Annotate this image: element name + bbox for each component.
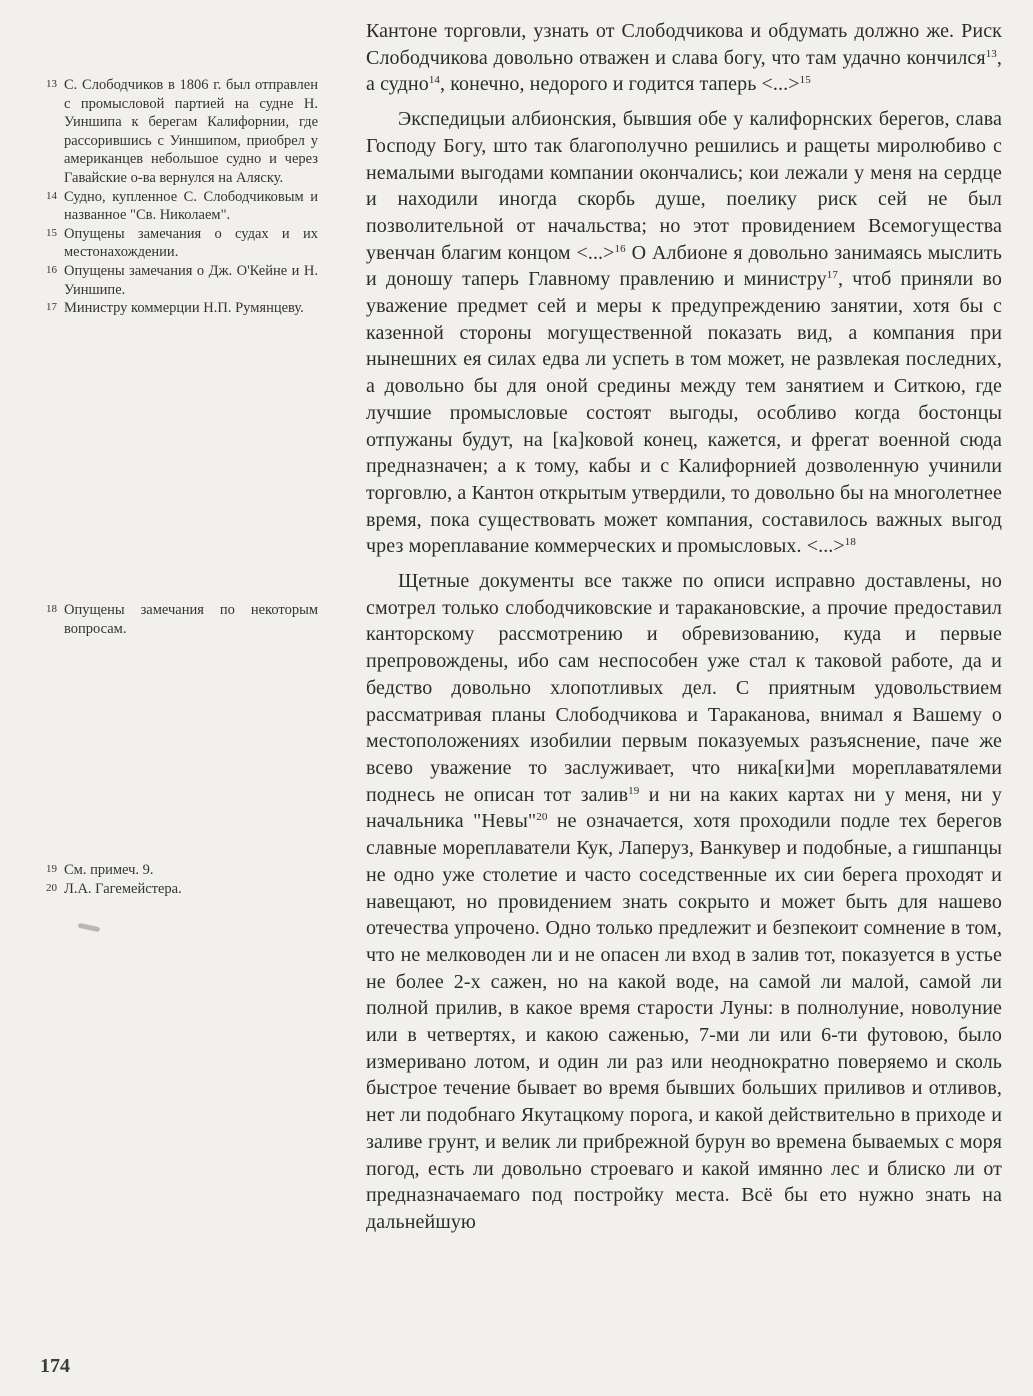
footnote-text: Опущены замечания о судах и их местонахождении. — [64, 225, 318, 261]
footnote-text: Л.А. Гагемейстера. — [64, 880, 182, 897]
footnote-ref: 20 — [536, 811, 548, 824]
paragraph-1 — [366, 18, 1002, 98]
footnote-17 — [46, 299, 318, 318]
footnote-20 — [46, 880, 318, 899]
footnote-ref: 14 — [428, 74, 441, 87]
footnotes-group-2 — [46, 601, 318, 638]
main-text-column — [366, 18, 1002, 1236]
footnote-number: 13 — [46, 78, 57, 90]
footnote-text: Судно, купленное С. Слободчиковым и названное "Св. Николаем". — [64, 188, 318, 224]
footnote-13 — [46, 76, 318, 188]
paragraph-text: и ни на каких картах ни у меня, ни у начальника "Невы" — [366, 783, 1002, 833]
footnote-ref: 19 — [628, 784, 640, 797]
footnote-19 — [46, 861, 318, 880]
footnote-ref: 18 — [844, 536, 856, 549]
footnotes-group-1 — [46, 76, 318, 318]
footnote-number: 20 — [46, 881, 57, 894]
paragraph-text: , а судно — [366, 46, 1002, 96]
footnote-ref: 17 — [826, 269, 838, 282]
paragraph-text: , конечно, недорого и годится таперь <...> — [440, 73, 800, 96]
footnote-number: 16 — [46, 263, 57, 276]
paragraph-text: не означается, хотя проходили подле тех берегов славные мореплаватели Кук, Лаперуз, Ванкувер и подобные, а гишпанцы не одно уже столетие и часто соседственные их сии берега проходят и навещают, но провидением знать сокрыто и может быть для нашево отечества упрочено. Одно только предлежит и безпекоит сомнение в том, что не мелководен ли и не опасен ли вход в залив тот, показуется в устье не более 2-х сажен, но на какой воде, на самой ли малой, самой ли полной прилив, в какое время старости Луны: в полнолуние, новолуние или в четвертях, и какою саженью, 7-ми ли или 6-ти футовою, было измеривано лотом, и один ли раз или неоднократно поверяемо и сколь быстрое течение бывает во время бывших больших приливов и отливов, нет ли подобнаго Якутацкому порога, и какой действительно в приходе и заливе грунт, и велик ли прибрежной бурун во времена бываемых с моря погод, есть ли довольно строеваго и какой имянно лес и блиско ли от предназначаемаго под постройку места. Всё бы ето нужно знать на дальнейшую — [366, 810, 1003, 1233]
paragraph-text: , чтоб приняли во уважение предмет сей и меры к предупреждению занятии, хотя бы с казенной стороны могущественной показать вид, а компания при нынешних ея силах едва ли успеть в том может, не развлекая последних, а довольно бы для оной средины между тем занятием и Ситкою, где лучшие промысловые состоят выгоды, особливо когда бостонцы отпужаны будут, на [ка]ковой конец, кажется, и фрегат военной сюда предназначен; а к тому, кабы и с Калифорнией дозволенную учинили торговлю, а Кантон открытым утвердили, то довольно бы на многолетнее время, пока существовать может компания, составилось важных выгод чрез мореплавание коммерческих и промысловых. <...> — [366, 268, 1002, 558]
footnotes-group-3 — [46, 861, 318, 898]
footnote-ref: 15 — [799, 74, 811, 87]
footnote-14 — [46, 188, 318, 225]
page-number: 174 — [40, 1355, 70, 1377]
footnote-text: Опущены замечания о Дж. О'Кейне и Н. Уиншипе. — [64, 262, 318, 298]
footnote-number: 18 — [46, 603, 57, 615]
footnote-ref: 16 — [614, 242, 626, 255]
footnote-number: 19 — [46, 863, 57, 875]
footnote-text: С. Слободчиков в 1806 г. был отправлен с промысловой партией на судне Н. Уиншипа к берегам Калифорнии, где рассорившись с Уиншипом, приобрел у американцев небольшое судно и через Гавайские о-ва вернулся на Аляску. — [64, 77, 318, 186]
footnote-text: Опущены замечания по некоторым вопросам. — [64, 602, 318, 637]
footnote-ref: 13 — [985, 47, 997, 60]
footnote-number: 14 — [46, 189, 57, 202]
print-smudge — [78, 923, 101, 932]
footnote-15 — [46, 225, 318, 262]
footnote-18 — [46, 601, 318, 638]
paragraph-text: Щетные документы все также по описи исправно доставлены, но смотрел только слободчиковские и таракановские, а прочие предоставил канторскому рассмотрению и обревизованию, куда и первые препровождены, ибо сам неспособен уже стал к таковой работе, да и бедство довольно хлопотливых дел. С приятным удовольствием рассматривая планы Слободчикова и Тараканова, внимал я Вашему о местоположениях изобилии первым показуемых разъяснение, паче же всево уважение то заслуживает, что ника[ки]ми мореплаватялеми поднесь не описан тот залив — [366, 570, 1002, 806]
footnote-text: Министру коммерции Н.П. Румянцеву. — [64, 300, 304, 317]
footnote-text: См. примеч. 9. — [64, 862, 154, 878]
paragraph-3 — [366, 568, 1002, 1236]
paragraph-text: О Албионе я довольно занимаясь мыслить и доношу таперь Главному правлению и министру — [366, 241, 1002, 291]
footnote-16 — [46, 262, 318, 299]
paragraph-text: Экспедицыи албионския, бывшия обе у калифорнских берегов, слава Господу Богу, што так благополучно решились и ращеты миролюбиво с немалыми выгодами компании окончались; кои лежали у меня на сердце и находили иногда скорбь душе, поелику риск сей не был позволительной от начальства; но этот провидением Всемогущества увенчан благим концом <...> — [366, 108, 1002, 264]
footnote-number: 17 — [46, 301, 57, 314]
footnote-number: 15 — [46, 226, 57, 239]
paragraph-text: Кантоне торговли, узнать от Слободчикова и обдумать должно же. Риск Слободчикова довольно отважен и слава богу, что там удачно кончился — [366, 20, 1002, 69]
paragraph-2 — [366, 106, 1002, 560]
